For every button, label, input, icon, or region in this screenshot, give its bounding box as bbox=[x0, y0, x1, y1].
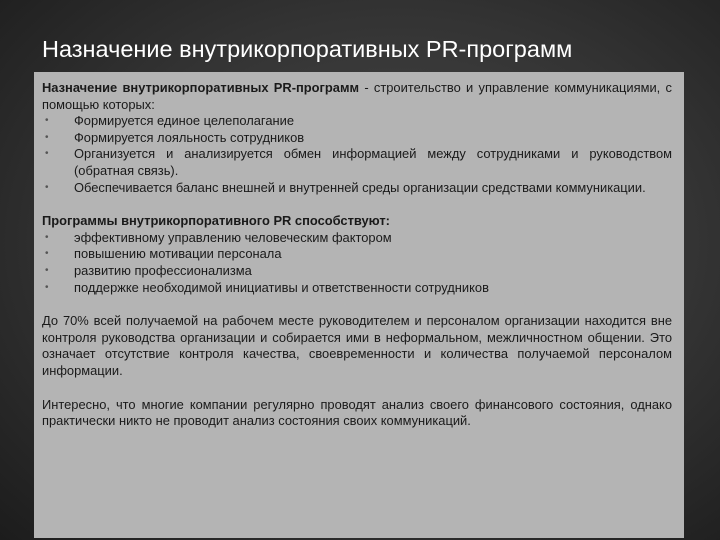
section2-list bbox=[42, 230, 672, 296]
list-item-text: эффективному управлению человеческим фактором bbox=[74, 229, 392, 245]
section1-list bbox=[42, 113, 672, 196]
bullet-icon: • bbox=[45, 115, 49, 127]
bullet-icon: • bbox=[45, 231, 49, 243]
slide-title: Назначение внутрикорпоративных PR-программ bbox=[42, 36, 573, 62]
list-item-text: развитию профессионализма bbox=[74, 262, 252, 278]
list-item bbox=[42, 113, 672, 130]
bullet-icon: • bbox=[45, 131, 49, 143]
bullet-icon: • bbox=[45, 181, 49, 193]
list-item bbox=[42, 263, 672, 280]
section1-intro bbox=[42, 80, 672, 113]
list-item-text: поддержке необходимой инициативы и ответственности сотрудников bbox=[74, 279, 489, 295]
list-item bbox=[42, 180, 672, 197]
spacer bbox=[42, 196, 672, 213]
list-item-text: Обеспечивается баланс внешней и внутренней среды организации средствами коммуникации. bbox=[74, 179, 646, 195]
section2-heading bbox=[42, 213, 672, 230]
bullet-icon: • bbox=[45, 264, 49, 276]
bullet-icon: • bbox=[45, 248, 49, 260]
section1-intro-bold: Назначение внутрикорпоративных PR-программ bbox=[42, 80, 360, 95]
list-item bbox=[42, 246, 672, 263]
paragraph-control: До 70% всей получаемой на рабочем месте руководителем и персоналом организации находится вне контроля руководства организации и собирается ими в неформальном, межличностном общении. Это означает отсутствие контроля качества, своевременности и количества получаемой персоналом информации. bbox=[42, 313, 672, 378]
section2-heading-text: Программы внутрикорпоративного PR способствуют: bbox=[42, 213, 390, 229]
list-item-text: Формируется единое целеполагание bbox=[74, 113, 294, 129]
list-item bbox=[42, 280, 672, 297]
list-item-text: повышению мотивации персонала bbox=[74, 246, 282, 262]
paragraph-analysis: Интересно, что многие компании регулярно проводят анализ своего финансового состояния, однако практически никто не проводит анализ состояния своих коммуникаций. bbox=[42, 396, 672, 429]
bullet-icon: • bbox=[45, 281, 49, 293]
section1-intro-rest: - строительство и управление коммуникациями, с помощью которых: bbox=[42, 80, 672, 112]
bullet-icon: • bbox=[45, 148, 49, 160]
list-item bbox=[42, 146, 672, 179]
list-item bbox=[42, 230, 672, 247]
list-item-text: Организуется и анализируется обмен информацией между сотрудниками и руководством (обратная связь). bbox=[74, 146, 672, 178]
slide-content bbox=[42, 80, 672, 430]
list-item bbox=[42, 130, 672, 147]
spacer bbox=[42, 296, 672, 313]
spacer bbox=[42, 380, 672, 397]
list-item-text: Формируется лояльность сотрудников bbox=[74, 129, 305, 145]
